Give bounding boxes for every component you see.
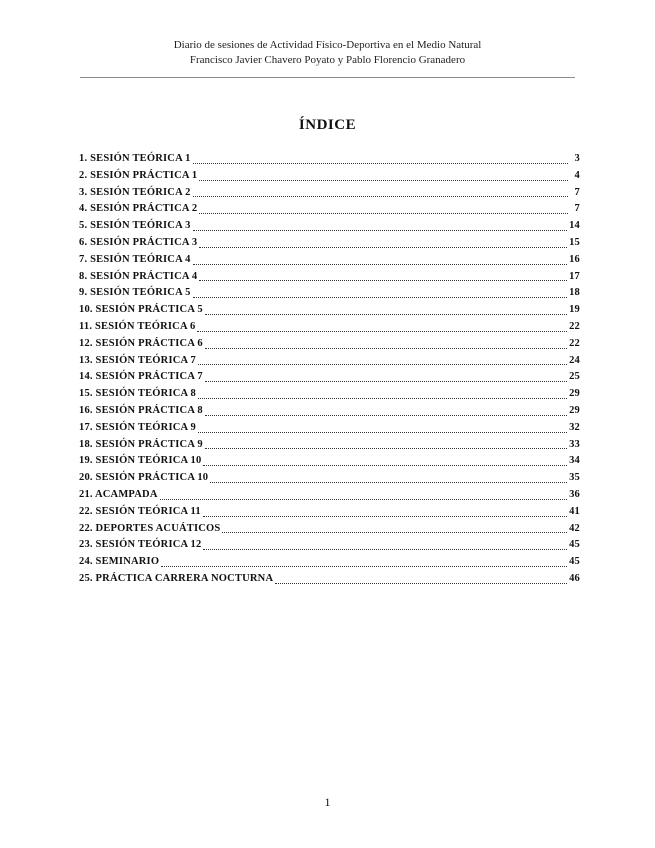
toc-entry-page: 45: [569, 556, 580, 568]
toc-entry[interactable]: [79, 287, 580, 304]
header-authors: Francisco Javier Chavero Poyato y Pablo Florencio Granadero: [189, 54, 466, 66]
toc-dot-leader: [199, 213, 568, 214]
toc-entry-page: 41: [569, 505, 580, 517]
toc-entry-label: 6. SESIÓN PRÁCTICA 3: [79, 236, 198, 248]
toc-entry-label: 23. SESIÓN TEÓRICA 12: [79, 539, 202, 551]
toc-dot-leader: [205, 314, 567, 315]
toc-entry[interactable]: [79, 355, 580, 372]
toc-dot-leader: [193, 230, 568, 231]
toc-entry[interactable]: [79, 489, 580, 506]
toc-dot-leader: [275, 583, 567, 584]
toc-entry-label: 14. SESIÓN PRÁCTICA 7: [79, 371, 203, 383]
header-divider: [80, 77, 575, 78]
toc-dot-leader: [203, 465, 567, 466]
toc-dot-leader: [197, 331, 567, 332]
toc-entry[interactable]: [79, 203, 580, 220]
toc-entry-label: 21. ACAMPADA: [79, 488, 158, 500]
toc-entry[interactable]: [79, 422, 580, 439]
toc-entry-label: 24. SEMINARIO: [79, 556, 160, 568]
toc-entry[interactable]: [79, 254, 580, 271]
toc-entry-page: 17: [569, 270, 580, 282]
toc-entry[interactable]: [79, 573, 580, 590]
toc-dot-leader: [160, 499, 567, 500]
toc-entry-page: 32: [569, 421, 580, 433]
toc-dot-leader: [199, 247, 567, 248]
toc-entry-label: 22. SESIÓN TEÓRICA 11: [79, 505, 201, 517]
toc-entry[interactable]: [79, 405, 580, 422]
toc-entry[interactable]: [79, 388, 580, 405]
toc-dot-leader: [203, 516, 567, 517]
toc-dot-leader: [193, 264, 568, 265]
toc-entry[interactable]: [79, 455, 580, 472]
toc-dot-leader: [193, 163, 568, 164]
toc-entry-page: 7: [574, 186, 580, 198]
toc-dot-leader: [205, 381, 567, 382]
toc-entry-page: 19: [569, 304, 580, 316]
toc-dot-leader: [222, 532, 567, 533]
toc-dot-leader: [210, 482, 567, 483]
toc-entry[interactable]: [79, 304, 580, 321]
toc-entry-page: 35: [569, 472, 580, 484]
toc-dot-leader: [205, 348, 567, 349]
toc-entry[interactable]: [79, 539, 580, 556]
toc-entry-label: 16. SESIÓN PRÁCTICA 8: [79, 404, 203, 416]
toc-entry[interactable]: [79, 472, 580, 489]
toc-entry-page: 15: [569, 236, 580, 248]
toc-entry-page: 14: [569, 220, 580, 232]
toc-entry-label: 5. SESIÓN TEÓRICA 3: [79, 220, 191, 232]
toc-entry-label: 2. SESIÓN PRÁCTICA 1: [79, 169, 198, 181]
toc-dot-leader: [161, 566, 567, 567]
toc-entry-label: 7. SESIÓN TEÓRICA 4: [79, 253, 191, 265]
toc-entry-label: 20. SESIÓN PRÁCTICA 10: [79, 472, 209, 484]
table-of-contents: [79, 153, 580, 590]
toc-entry[interactable]: [79, 506, 580, 523]
toc-entry-page: 22: [569, 337, 580, 349]
toc-dot-leader: [205, 448, 567, 449]
toc-entry-label: 22. DEPORTES ACUÁTICOS: [79, 522, 221, 534]
toc-dot-leader: [198, 432, 567, 433]
header-document-title: Diario de sesiones de Actividad Físico-Deportiva en el Medio Natural: [173, 39, 482, 51]
toc-entry-label: 15. SESIÓN TEÓRICA 8: [79, 388, 197, 400]
toc-entry-label: 17. SESIÓN TEÓRICA 9: [79, 421, 197, 433]
toc-dot-leader: [193, 196, 568, 197]
toc-entry-label: 9. SESIÓN TEÓRICA 5: [79, 287, 191, 299]
toc-entry[interactable]: [79, 153, 580, 170]
toc-entry-page: 33: [569, 438, 580, 450]
toc-entry[interactable]: [79, 523, 580, 540]
toc-dot-leader: [203, 549, 567, 550]
toc-dot-leader: [198, 364, 567, 365]
toc-entry-page: 46: [569, 572, 580, 584]
toc-entry-label: 1. SESIÓN TEÓRICA 1: [79, 153, 191, 164]
toc-entry[interactable]: [79, 187, 580, 204]
toc-entry-label: 12. SESIÓN PRÁCTICA 6: [79, 337, 203, 349]
toc-entry[interactable]: [79, 237, 580, 254]
toc-entry[interactable]: [79, 556, 580, 573]
toc-entry-label: 13. SESIÓN TEÓRICA 7: [79, 354, 197, 366]
toc-entry-page: 36: [569, 488, 580, 500]
page-header: [0, 38, 655, 68]
toc-entry-label: 11. SESIÓN TEÓRICA 6: [79, 320, 196, 332]
toc-entry[interactable]: [79, 220, 580, 237]
toc-entry-page: 25: [569, 371, 580, 383]
toc-entry-label: 25. PRÁCTICA CARRERA NOCTURNA: [79, 572, 274, 584]
toc-entry-label: 10. SESIÓN PRÁCTICA 5: [79, 304, 203, 316]
toc-entry[interactable]: [79, 170, 580, 187]
toc-entry-page: 24: [569, 354, 580, 366]
toc-entry-label: 3. SESIÓN TEÓRICA 2: [79, 186, 191, 198]
toc-entry-label: 8. SESIÓN PRÁCTICA 4: [79, 270, 198, 282]
toc-entry-page: 42: [569, 522, 580, 534]
toc-entry-label: 4. SESIÓN PRÁCTICA 2: [79, 203, 198, 215]
toc-entry-page: 29: [569, 404, 580, 416]
toc-dot-leader: [205, 415, 567, 416]
toc-dot-leader: [199, 180, 568, 181]
toc-entry[interactable]: [79, 321, 580, 338]
toc-entry-page: 45: [569, 539, 580, 551]
toc-dot-leader: [193, 297, 568, 298]
page-number: 1: [324, 795, 331, 809]
toc-dot-leader: [198, 398, 567, 399]
toc-entry[interactable]: [79, 439, 580, 456]
toc-dot-leader: [199, 280, 567, 281]
toc-entry-page: 7: [574, 203, 580, 215]
toc-entry[interactable]: [79, 271, 580, 288]
toc-entry-page: 4: [574, 169, 580, 181]
toc-entry-page: 34: [569, 455, 580, 467]
toc-title: ÍNDICE: [298, 117, 357, 133]
toc-entry[interactable]: [79, 371, 580, 388]
toc-entry-label: 19. SESIÓN TEÓRICA 10: [79, 455, 202, 467]
toc-entry-page: 29: [569, 388, 580, 400]
toc-entry[interactable]: [79, 338, 580, 355]
toc-entry-page: 16: [569, 253, 580, 265]
toc-entry-page: 3: [574, 153, 580, 164]
toc-entry-page: 18: [569, 287, 580, 299]
toc-entry-label: 18. SESIÓN PRÁCTICA 9: [79, 438, 203, 450]
toc-entry-page: 22: [569, 320, 580, 332]
